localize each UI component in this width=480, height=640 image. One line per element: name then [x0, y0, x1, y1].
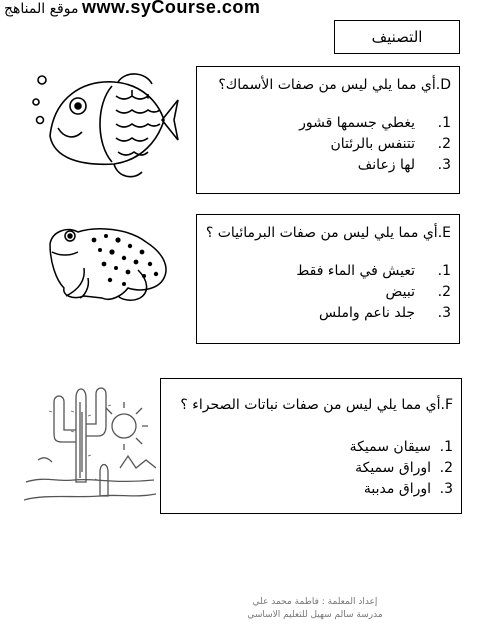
page-footer	[220, 596, 410, 622]
question-e-box	[196, 214, 460, 344]
option-d-2[interactable]: 2. تتنفس بالرئتان	[330, 136, 451, 152]
page-header	[0, 0, 480, 22]
frog-illustration	[44, 218, 174, 308]
option-e-2[interactable]: 2. تبيض	[385, 284, 451, 300]
worksheet-title: التصنيف	[334, 20, 460, 54]
site-name-arabic: موقع المناهج	[4, 1, 79, 17]
cactus-desert-illustration	[24, 372, 156, 518]
option-f-3[interactable]: 3. اوراق مدببة	[363, 481, 453, 497]
question-d-text: D.أي مما يلي ليس من صفات الأسماك؟	[218, 77, 451, 93]
option-f-1[interactable]: 1. سيقان سميكة	[349, 439, 453, 455]
question-f-options	[171, 437, 453, 500]
question-e-text: E.أي مما يلي ليس من صفات البرمائيات ؟	[205, 225, 451, 241]
site-url[interactable]: www.syCourse.com	[82, 0, 261, 17]
question-f-box	[160, 378, 462, 514]
fish-illustration	[30, 68, 190, 188]
footer-school: مدرسة سالم سهيل للتعليم الاساسي	[247, 610, 383, 620]
question-d-options	[207, 113, 451, 176]
footer-teacher: إعداد المعلمة : فاطمة محمد علي	[252, 597, 378, 607]
option-e-1[interactable]: 1. تعيش في الماء فقط	[296, 263, 451, 279]
option-d-1[interactable]: 1. يغطي جسمها قشور	[299, 115, 451, 131]
question-d-box	[196, 66, 460, 194]
option-f-2[interactable]: 2. اوراق سميكة	[355, 460, 453, 476]
question-f-text: F.أي مما يلي ليس من صفات نباتات الصحراء ؟	[180, 397, 453, 413]
option-d-3[interactable]: 3. لها زعانف	[357, 157, 451, 173]
option-e-3[interactable]: 3. جلد ناعم واملس	[318, 305, 451, 321]
question-e-options	[207, 261, 451, 324]
